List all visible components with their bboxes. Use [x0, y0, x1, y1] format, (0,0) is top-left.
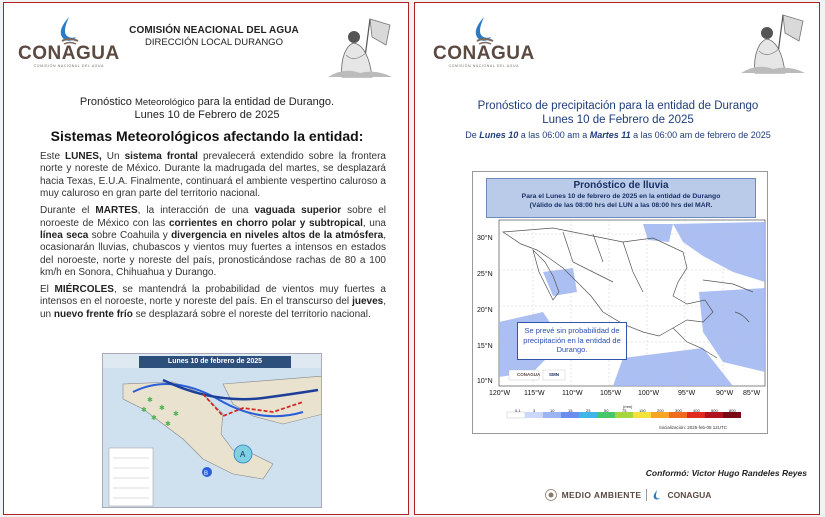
lon-label: 110°W — [562, 390, 583, 397]
lon-label: 120°W — [489, 390, 511, 397]
lat-label: 20°N — [477, 307, 493, 314]
org-division: DIRECCIÓN LOCAL DURANGO — [145, 37, 283, 48]
svg-text:✱: ✱ — [159, 405, 165, 412]
scale-unit: (mm) — [623, 404, 633, 409]
svg-text:✱: ✱ — [151, 415, 157, 422]
svg-text:A: A — [240, 450, 246, 459]
scale-label: 75 — [622, 408, 627, 413]
lon-label: 95°W — [678, 390, 696, 397]
water-drop-icon — [652, 490, 662, 500]
paragraph-wednesday: El MIÉRCOLES, se mantendrá la probabilidad de vientos muy fuertes a intensos en el noroeste, norte y noreste del país. En el transcurso del jueves, un nuevo frente frío se desplazará sobre el noreste del territorio nacional. — [40, 284, 386, 320]
forecast-body — [40, 151, 386, 326]
scale-label: 0.1 — [515, 408, 521, 413]
scale-label: 150 — [639, 408, 646, 413]
svg-text:B: B — [204, 471, 209, 477]
lat-label: 25°N — [477, 271, 493, 278]
rain-map-validity: (Válido de las 08:00 hrs del LUN a las 08:00 hrs del MAR. — [529, 202, 713, 209]
validity-period: De Lunes 10 a las 06:00 am a Martes 11 a las 06:00 am de febrero de 2025 — [465, 130, 771, 140]
scale-label: 200 — [657, 408, 664, 413]
weather-forecast-page — [3, 2, 409, 515]
map-logo-smn: SMN — [549, 372, 559, 377]
initialization-time: Inicialización: 2025-feb-08 12UTC — [659, 425, 727, 430]
scale-label: 15 — [568, 408, 573, 413]
map-logo-conagua: CONAGUA — [517, 372, 541, 377]
footer-medio-ambiente: MEDIO AMBIENTE — [561, 490, 642, 500]
scale-label: 50 — [604, 408, 609, 413]
logo-text: CONAGUA — [433, 43, 535, 64]
lon-label: 115°W — [524, 390, 545, 397]
logo-subtitle: COMISIÓN NACIONAL DEL AGUA — [33, 64, 105, 68]
rain-forecast-map — [472, 171, 768, 434]
organization-header — [126, 25, 302, 49]
scale-label: 3 — [533, 408, 536, 413]
precip-title: Pronóstico de precipitación para la entidad de Durango — [477, 100, 759, 112]
forecast-date: Lunes 10 de Febrero de 2025 — [134, 109, 280, 121]
svg-text:✱: ✱ — [165, 421, 171, 428]
lat-label: 10°N — [477, 378, 493, 385]
lat-label: 30°N — [477, 235, 493, 242]
paragraph-tuesday: Durante el MARTES, la interacción de una vaguada superior sobre el noroeste de México con las corrientes en chorro polar y subtropical, una línea seca sobre Coahuila y divergencia en niveles altos de la atmósfera, ocasionarán lluvias, chubascos y vientos muy fuertes a intensos en estados del noroeste, norte y noreste del país, pronosticándose rachas de 80 a 100 km/h en Sonora, Chihuahua y Durango. — [40, 205, 386, 279]
footer-conagua: CONAGUA — [667, 490, 712, 500]
water-drop-icon — [52, 15, 86, 45]
svg-text:✱: ✱ — [173, 411, 179, 418]
lon-label: 105°W — [600, 390, 622, 397]
precipitation-forecast-page — [414, 2, 820, 515]
forecast-title: Pronóstico Meteorológico para la entidad de Durango. — [79, 96, 335, 108]
logo-text: CONAGUA — [18, 43, 120, 64]
section-heading: Sistemas Meteorológicos afectando la entidad: — [50, 128, 364, 144]
footer-divider — [646, 489, 647, 501]
scale-label: 800 — [729, 408, 736, 413]
org-name: COMISIÓN NEACIONAL DEL AGUA — [129, 25, 299, 36]
synoptic-map-title: Lunes 10 de febrero de 2025 — [139, 356, 291, 368]
rain-map-header — [486, 178, 756, 218]
eagle-seal-icon — [545, 489, 557, 501]
scale-label: 25 — [586, 408, 591, 413]
logo-subtitle: COMISIÓN NACIONAL DEL AGUA — [448, 64, 520, 68]
svg-text:✱: ✱ — [141, 407, 147, 414]
scale-label: 400 — [693, 408, 700, 413]
lon-label: 100°W — [638, 390, 660, 397]
paragraph-monday: Este LUNES, Un sistema frontal prevalecerá extendido sobre la frontera norte y noreste de México. Durante la madrugada del martes, se desplazará hacia Texas, E.U.A. Finalmente, continuará el ambiente vespertino caluroso a muy caluroso en gran parte del territorio nacional. — [40, 151, 386, 200]
footer-logos — [533, 487, 723, 503]
no-rain-note: Se prevé sin probabilidad de precipitación en la entidad de Durango. — [517, 322, 627, 360]
conagua-logo — [433, 15, 535, 68]
svg-text:✱: ✱ — [147, 397, 153, 404]
national-heroine-emblem — [737, 11, 807, 75]
lat-label: 15°N — [477, 343, 493, 350]
rain-map-subtitle: Para el Lunes 10 de febrero de 2025 en la entidad de Durango — [521, 193, 721, 200]
signoff: Conformó: Victor Hugo Randeles Reyes — [645, 468, 807, 478]
synoptic-map-graphic — [103, 354, 322, 508]
scale-label: 10 — [550, 408, 555, 413]
rain-map-title: Pronóstico de lluvia — [573, 180, 669, 191]
lon-label: 90°W — [716, 390, 734, 397]
synoptic-map — [102, 353, 322, 508]
national-heroine-emblem — [324, 15, 394, 79]
scale-label: 300 — [675, 408, 682, 413]
conagua-logo — [18, 15, 120, 68]
water-drop-icon — [467, 15, 501, 45]
lon-label: 85°W — [743, 390, 761, 397]
precip-date: Lunes 10 de Febrero de 2025 — [542, 114, 694, 126]
scale-label: 500 — [711, 408, 718, 413]
